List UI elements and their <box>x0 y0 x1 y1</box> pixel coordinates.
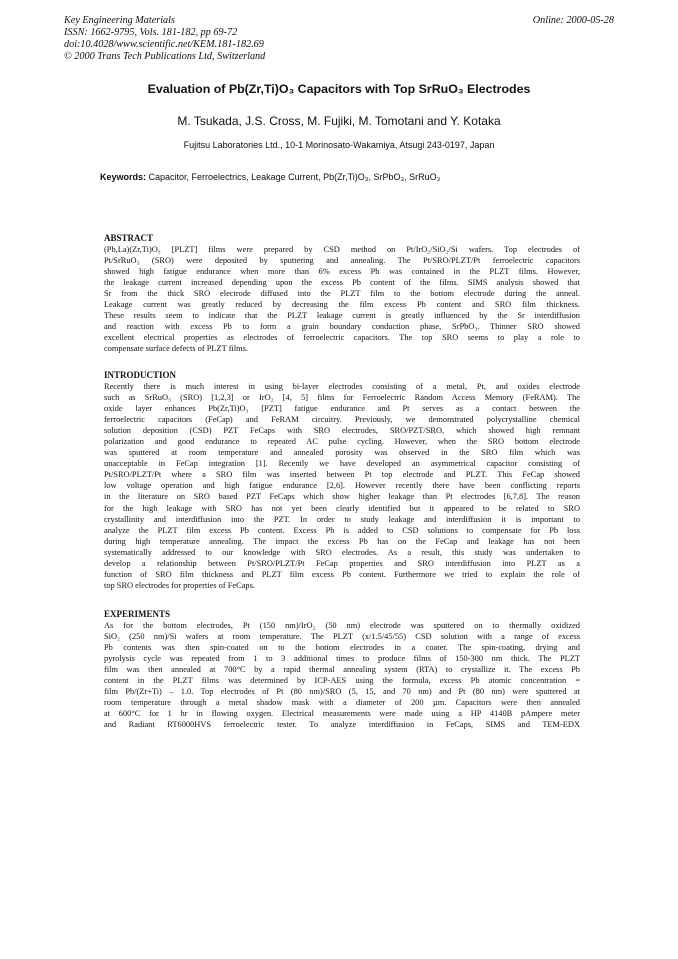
experiments-section <box>104 609 580 730</box>
introduction-line: low voltage operation and high fatigue endurance [2,6]. However recently there have been conflicting reports <box>104 481 580 491</box>
abstract-line: showed high fatigue endurance when more than 6% excess Pb was contained in the PLZT films. However, <box>104 267 580 277</box>
experiments-line: pyrolysis cycle was repeated from 1 to 3 additional times to produce films of 150-300 nm thick. The PLZT <box>104 654 580 664</box>
online-date: Online: 2000-05-28 <box>532 15 614 26</box>
experiments-line: SiO₂ (250 nm)/Si wafers at room temperature. The PLZT (x/1.5/45/55) CSD solution with a range of excess <box>104 632 580 642</box>
introduction-line: during high temperature annealing. The impact the excess Pb has on the FeCap and leakage has not been <box>104 536 580 546</box>
abstract-line: These results seem to indicate that the PLZT leakage current is greatly influenced by the Sr interdiffusion <box>104 311 580 321</box>
abstract-line: Leakage current was greatly reduced by decreasing the film excess Pb content and SRO film thickness. <box>104 300 580 310</box>
abstract-line: compensate surface defects of PLZT films. <box>104 344 249 354</box>
experiments-heading: EXPERIMENTS <box>104 609 171 619</box>
paper-title: Evaluation of Pb(Zr,Ti)O₃ Capacitors with Top SrRuO₃ Electrodes <box>147 82 531 96</box>
introduction-line: such as SrRuO₃ (SRO) [1,2,3] or IrO₂ [4, 5] films for Ferroelectric Random Access Memory (FeRAM). The <box>104 393 580 403</box>
introduction-heading: INTRODUCTION <box>104 370 177 380</box>
experiments-line: film was then annealed at 700°C by a rapid thermal annealing system (RTA) to crystallize it. The excess Pb <box>104 665 580 675</box>
authors: M. Tsukada, J.S. Cross, M. Fujiki, M. Tomotani and Y. Kotaka <box>177 114 501 128</box>
introduction-line: top SRO electrodes for properties of FeCaps. <box>104 580 255 590</box>
keywords-label: Keywords: <box>100 172 147 182</box>
copyright-line: © 2000 Trans Tech Publications Ltd, Switzerland <box>64 51 266 62</box>
introduction-line: ferroelectric capacitors (FeCap) and FeRAM circuitry. Previously, we demonstrated polycrystalline chemical <box>104 415 580 425</box>
abstract-line: Sr from the thick SRO electrode diffused into the PLZT film to the bottom electrode during the anneal. <box>104 289 580 299</box>
abstract-line: excellent electrical properties as electrodes of ferroelectric capacitors. The top SRO seems to play a role to <box>104 333 580 343</box>
abstract-section <box>104 233 580 354</box>
experiments-line: content in the PLZT films was determined by ICP-AES using the formula, excess Pb atomic concentration = <box>104 676 580 686</box>
introduction-line: Pt/SRO/PLZT/Pt where a SRO film was inserted between Pt top electrode and PLZT. This FeCap showed <box>104 470 580 480</box>
abstract-line: Pt/SrRuO₃ (SRO) were deposited by sputtering and annealing. The Pt/SRO/PLZT/Pt ferroelectric capacitors <box>104 256 580 266</box>
introduction-line: develop a relationship between Pt/SRO/PLZT/Pt FeCap properties and SRO interdiffusion into PLZT as a <box>104 558 580 568</box>
introduction-line: unacceptable in FeCap integration [1]. Recently we have developed an asymmetrical capacitor consisting of <box>104 459 580 469</box>
introduction-line: function of SRO film thickness and PLZT film excess Pb content. Furthermore we tried to explain the role of <box>104 569 580 579</box>
abstract-line: the leakage current increased depending upon the excess Pb content of the films. SIMS analysis showed that <box>104 278 580 288</box>
journal-header <box>64 15 265 63</box>
abstract-line: and reaction with excess Pb to form a grain boundary conduction phase, SrPbO₃. Thinner SRO showed <box>104 322 580 332</box>
introduction-line: was sputtered at room temperature and annealed porosity was observed in the SRO film which was <box>104 448 580 458</box>
issn-line: ISSN: 1662-9795, Vols. 181-182, pp 69-72 <box>64 27 238 38</box>
experiments-line: at 600°C for 1 hr in flowing oxygen. Electrical measurements were made using a HP 4140B pAmpere meter <box>104 709 580 719</box>
introduction-line: Recently there is much interest in using bi-layer electrodes consisting of a metal, Pt, and oxides electrode <box>104 382 580 391</box>
abstract-line: (Pb,La)(Zr,Ti)O₃ [PLZT] films were prepared by CSD method on Pt/IrO₂/SiO₂/Si wafers. Top electrodes of <box>104 245 580 254</box>
experiments-line: Pb contents was then spin-coated on to the bottom electrodes in a coater. The spin-coating, drying and <box>104 643 580 653</box>
introduction-line: polarization and good endurance to repeated AC pulse cycling. However, when the SRO bottom electrode <box>104 437 580 447</box>
introduction-line: in the literature on SRO based PZT FeCaps which show higher leakage than Pt electrodes [6,7,8]. The reason <box>104 492 580 502</box>
introduction-line: solution deposition (CSD) PZT FeCaps with SRO electrodes, SRO/PZT/SRO, which showed high remnant <box>104 426 580 436</box>
experiments-line: room temperature through a metal shadow mask with a diameter of 200 µm. Capacitors were then annealed <box>104 698 580 708</box>
affiliation: Fujitsu Laboratories Ltd., 10-1 Morinosato-Wakamiya, Atsugi 243-0197, Japan <box>183 140 495 150</box>
introduction-line: systematically addressed to our knowledge with SRO electrodes. As a result, this study was undertaken to <box>104 547 580 557</box>
introduction-line: crystallinity and interdiffusion into the PZT. In order to study leakage and interdiffusion it is important to <box>104 514 580 524</box>
journal-name: Key Engineering Materials <box>64 15 175 26</box>
experiments-line: As for the bottom electrodes, Pt (150 nm)/IrO₂ (50 nm) electrode was sputtered on to thermally oxidized <box>104 621 580 630</box>
doi-line: doi:10.4028/www.scientific.net/KEM.181-182.69 <box>64 39 264 50</box>
experiments-line: and Radiant RT6000HVS ferroelectric tester. To analyze interdiffusion in FeCaps, SIMS and TEM-EDX <box>104 720 580 730</box>
introduction-section <box>104 370 580 591</box>
experiments-line: film Pb/(Zr+Ti) – 1.0. Top electrodes of Pt (80 nm)/SRO (5, 15, and 70 nm) and Pt (80 nm) were sputtered at <box>104 687 580 697</box>
keywords-text: Capacitor, Ferroelectrics, Leakage Current, Pb(Zr,Ti)O₃, SrPbO₃, SrRuO₃ <box>148 172 441 182</box>
introduction-line: oxide layer enhances Pb(Zr,Ti)O₃ [PZT] fatigue endurance and Pt serves as a contact between the <box>104 404 580 414</box>
abstract-heading: ABSTRACT <box>104 233 154 243</box>
keywords <box>100 172 440 182</box>
introduction-line: for the high leakage with SRO has not yet been clearly identified but it appeared to be related to SRO <box>104 503 580 513</box>
introduction-line: analyze the PLZT film excess Pb content. Excess Pb is added to CSD solutions to compensate for Pb loss <box>104 525 580 535</box>
